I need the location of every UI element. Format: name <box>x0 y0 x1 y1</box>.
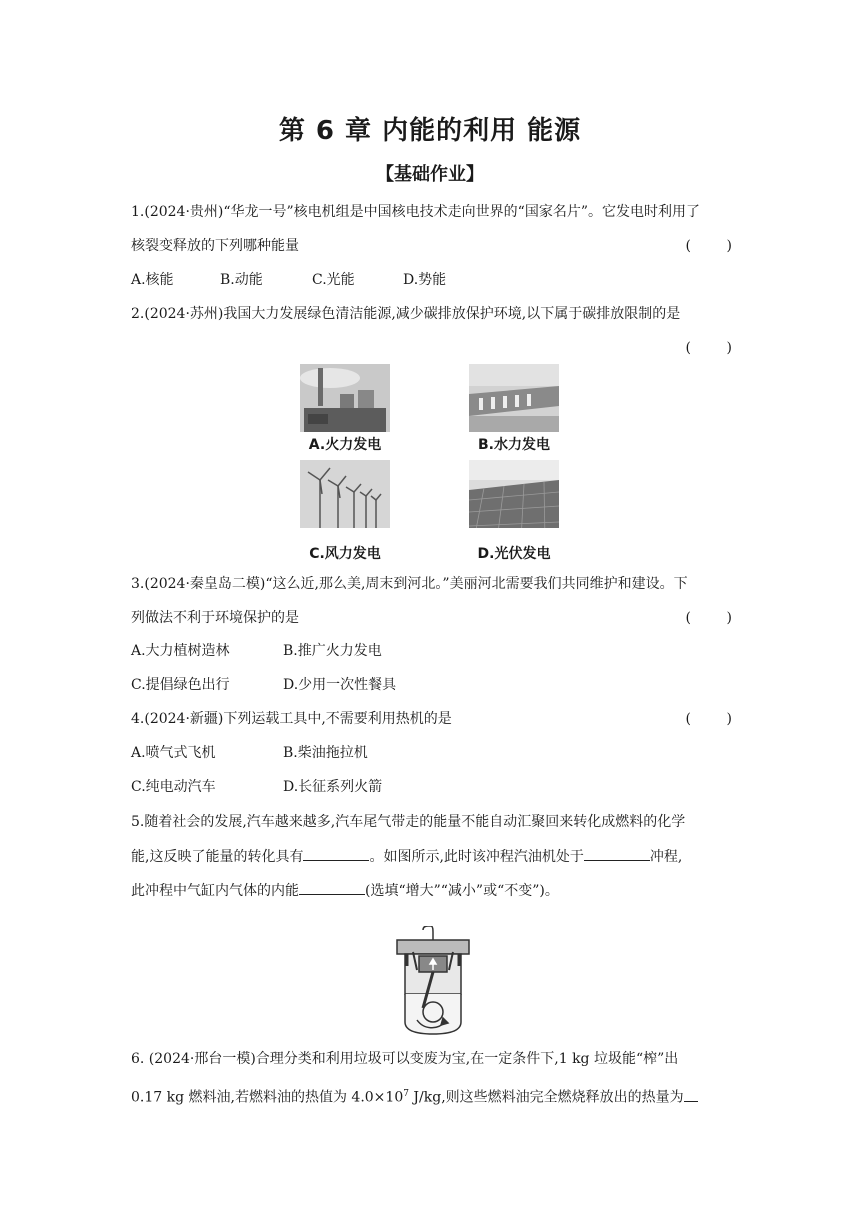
q4-option-b: B.柴油拖拉机 <box>283 745 368 761</box>
chapter-title: 第 6 章 内能的利用 能源 <box>278 116 582 146</box>
q5-text-2a: 能,这反映了能量的转化具有 <box>131 849 304 865</box>
q2-answer-paren: ( ) <box>685 340 732 356</box>
q1-answer-paren: ( ) <box>685 238 732 254</box>
q6-blank-1[interactable] <box>684 1087 698 1102</box>
q1-option-b: B.动能 <box>220 272 263 288</box>
q6-text-2a: 0.17 kg 燃料油,若燃料油的热值为 4.0×10 <box>131 1089 404 1106</box>
q1-stem-line2: 核裂变释放的下列哪种能量 <box>131 238 299 254</box>
q6-exponent: 7 <box>403 1089 409 1099</box>
q5-text-3b: (选填“增大”“减小”或“不变”)。 <box>365 883 559 899</box>
q4-answer-paren: ( ) <box>685 711 732 727</box>
q4-option-a: A.喷气式飞机 <box>131 745 216 761</box>
q5-blank-2[interactable] <box>584 846 650 861</box>
q3-option-d: D.少用一次性餐具 <box>283 677 397 693</box>
q5-stem-line1: 5.随着社会的发展,汽车越来越多,汽车尾气带走的能量不能自动汇聚回来转化成燃料的化学 <box>131 814 686 830</box>
gasoline-engine-cylinder-icon <box>383 926 483 1036</box>
thermal-power-plant-icon <box>300 364 390 432</box>
q3-option-c: C.提倡绿色出行 <box>131 677 230 693</box>
q6-stem-line1: 6. (2024·邢台一模)合理分类和利用垃圾可以变废为宝,在一定条件下,1 kg 垃圾能“榨”出 <box>131 1051 679 1067</box>
hydro-dam-icon <box>469 364 559 432</box>
q1-option-d: D.势能 <box>403 272 447 288</box>
q5-text-2b: 。如图所示,此时该冲程汽油机处于 <box>369 849 584 865</box>
q5-text-3a: 此冲程中气缸内气体的内能 <box>131 883 299 899</box>
q2-stem-line1: 2.(2024·苏州)我国大力发展绿色清洁能源,减少碳排放保护环境,以下属于碳排放限制的是 <box>131 306 681 322</box>
section-subtitle: 【基础作业】 <box>376 164 484 185</box>
q5-blank-1[interactable] <box>303 846 369 861</box>
q6-stem-line2 <box>131 1084 698 1108</box>
q2-caption-b: B.水力发电 <box>478 437 550 453</box>
q6-text-2b: J/kg,则这些燃料油完全燃烧释放出的热量为 <box>408 1089 684 1106</box>
q1-option-a: A.核能 <box>131 272 174 288</box>
q1-stem-line1: 1.(2024·贵州)“华龙一号”核电机组是中国核电技术走向世界的“国家名片”。它发电时利用了 <box>131 204 700 220</box>
q5-stem-line2 <box>131 846 682 867</box>
q3-stem-line1: 3.(2024·秦皇岛二模)“这么近,那么美,周末到河北。”美丽河北需要我们共同维护和建设。下 <box>131 576 688 592</box>
q3-answer-paren: ( ) <box>685 610 732 626</box>
q3-option-a: A.大力植树造林 <box>131 643 230 659</box>
q3-option-b: B.推广火力发电 <box>283 643 382 659</box>
q1-option-c: C.光能 <box>312 272 355 288</box>
solar-panels-icon <box>469 460 559 528</box>
q3-stem-line2: 列做法不利于环境保护的是 <box>131 610 299 626</box>
q5-text-2c: 冲程, <box>649 849 683 865</box>
q5-blank-3[interactable] <box>299 880 365 895</box>
q5-stem-line3 <box>131 880 559 901</box>
q4-option-c: C.纯电动汽车 <box>131 779 216 795</box>
q4-option-d: D.长征系列火箭 <box>283 779 383 795</box>
q2-caption-d: D.光伏发电 <box>477 546 551 562</box>
q4-stem-line1: 4.(2024·新疆)下列运载工具中,不需要利用热机的是 <box>131 711 452 727</box>
q2-caption-a: A.火力发电 <box>308 437 382 453</box>
wind-turbines-icon <box>300 460 390 528</box>
q2-caption-c: C.风力发电 <box>309 546 381 562</box>
